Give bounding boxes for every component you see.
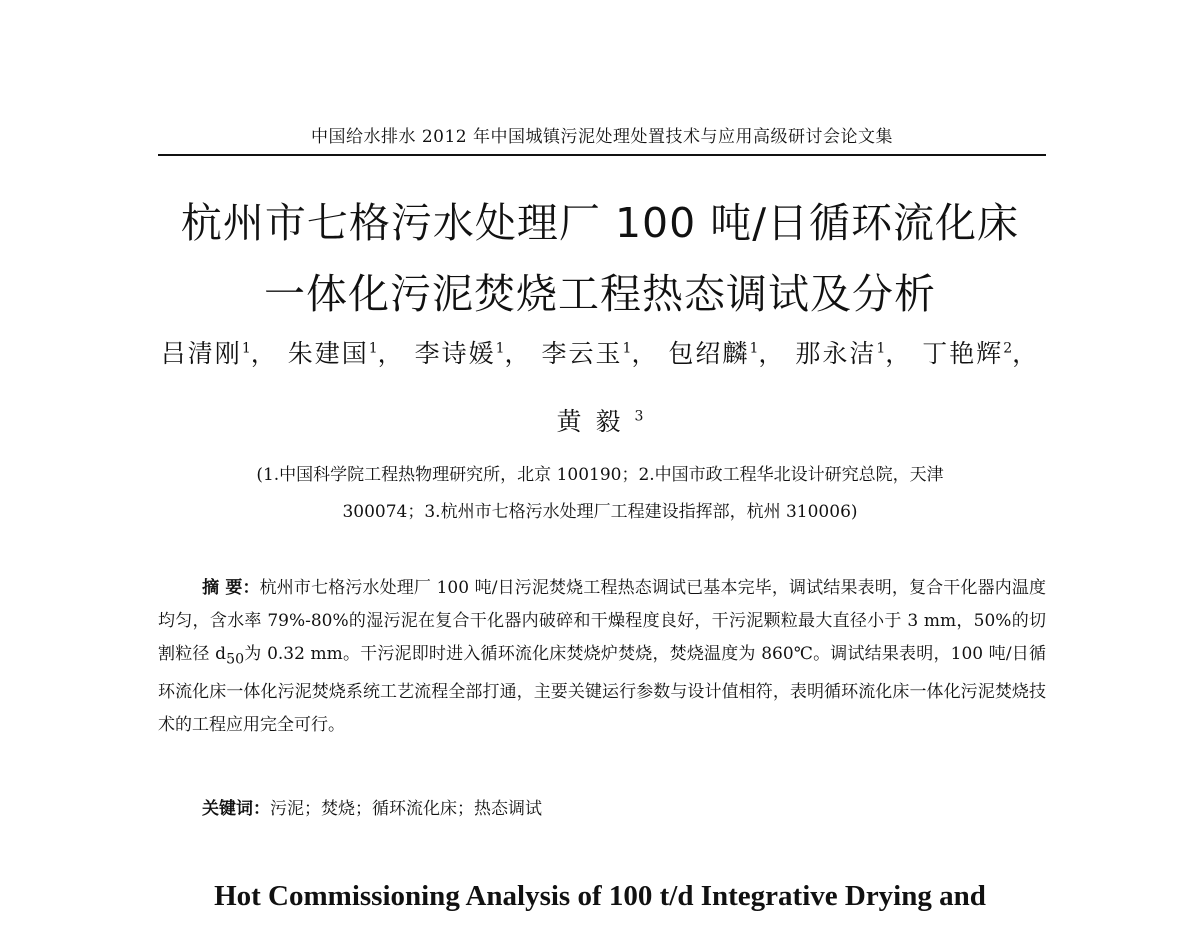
author-5-affil: 1 [749,340,759,357]
abstract-text-2: 为 0.32 mm。干污泥即时进入循环流化床焚烧炉焚烧，焚烧温度为 860℃。调试结果表明，100 吨/日循环流化床一体化污泥焚烧系统工艺流程全部打通，主要关键运行参数与设计值相符，表明循环流化床一体化污泥焚烧技术的工程应用完全可行。 [158,644,1046,736]
author-separator: ， [1012,339,1040,368]
author-8-affil: 3 [634,408,644,425]
affiliation-line-1: (1.中国科学院工程热物理研究所，北京 100190；2.中国市政工程华北设计研究总院，天津 [256,465,944,485]
author-6-affil: 1 [876,340,886,357]
author-separator: ， [250,339,278,368]
author-7-affil: 2 [1003,340,1013,357]
author-3: 李诗媛 [414,339,496,368]
affiliation-line-2: 300074；3.杭州市七格污水处理厂工程建设指挥部，杭州 310006) [342,502,858,522]
author-separator: ， [631,339,659,368]
author-1-affil: 1 [241,340,251,357]
author-4-affil: 1 [622,340,632,357]
author-separator: ， [885,339,913,368]
paper-title-line-1: 杭州市七格污水处理厂 100 吨/日循环流化床 [180,199,1020,247]
author-7: 丁艳辉 [922,339,1004,368]
author-3-affil: 1 [495,340,505,357]
keywords [202,794,1046,824]
author-8: 黄毅 [556,407,635,436]
english-title: Hot Commissioning Analysis of 100 t/d Integrative Drying and [214,880,986,912]
author-2-affil: 1 [368,340,378,357]
abstract-text-1: 杭州市七格污水处理厂 100 吨/日污泥焚烧工程热态调试已基本完毕，调试结果表明，复合干化器内温度均匀，含水率 79%-80%的湿污泥在复合干化器内破碎和干燥程度良好，干污泥颗粒最大直径小于 3 mm，50%的切割粒径 d [158,578,1047,664]
abstract [158,572,1046,742]
abstract-label: 摘 要： [202,578,260,598]
author-1: 吕清刚 [160,339,242,368]
author-5: 包绍麟 [668,339,750,368]
author-separator: ， [758,339,786,368]
author-8-line [100,402,1100,438]
header-rule [158,154,1046,156]
author-list [100,334,1100,370]
journal-header: 中国给水排水 2012 年中国城镇污泥处理处置技术与应用高级研讨会论文集 [310,127,894,147]
author-6: 那永洁 [795,339,877,368]
author-4: 李云玉 [541,339,623,368]
paper-title-line-2: 一体化污泥焚烧工程热态调试及分析 [264,270,936,318]
abstract-subscript: 50 [226,651,245,668]
author-separator: ， [377,339,405,368]
keywords-text: 污泥；焚烧；循环流化床；热态调试 [270,799,542,819]
author-separator: ， [504,339,532,368]
author-2: 朱建国 [287,339,369,368]
keywords-label: 关键词： [202,799,270,819]
